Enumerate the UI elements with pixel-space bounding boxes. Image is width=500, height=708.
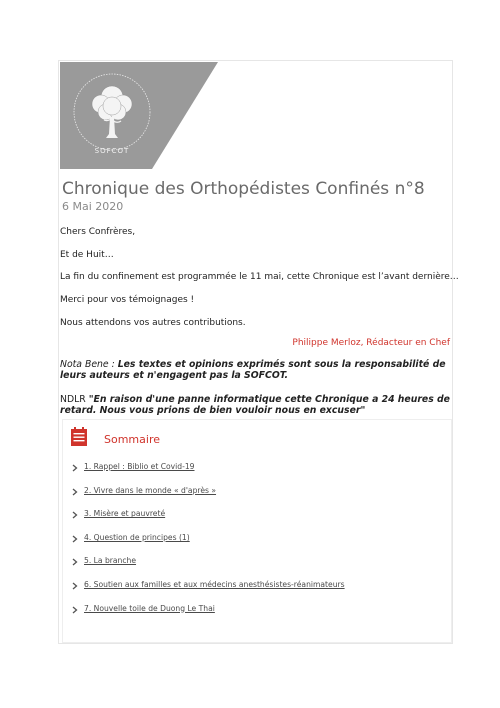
newsletter-card xyxy=(58,60,459,644)
toc-link-7[interactable]: 7. Nouvelle toile de Duong Le Thai xyxy=(84,603,215,613)
nota-bene-label: Nota Bene : xyxy=(60,359,118,370)
toc-link-2[interactable]: 2. Vivre dans le monde « d'après » xyxy=(84,485,217,495)
chevron-right-icon xyxy=(71,464,79,472)
toc-link-6[interactable]: 6. Soutien aux familles et aux médecins anesthésistes-réanimateurs xyxy=(84,579,345,589)
intro-line: Et de Huit… xyxy=(60,250,114,260)
sommaire-title: Sommaire xyxy=(104,433,160,446)
chevron-right-icon xyxy=(71,558,79,566)
publication-date: 6 Mai 2020 xyxy=(62,200,124,213)
sommaire-box xyxy=(62,419,452,643)
chevron-right-icon xyxy=(71,535,79,543)
toc-link-4[interactable]: 4. Question de principes (1) xyxy=(84,532,190,542)
nota-bene-text: Les textes et opinions exprimés sont sous la responsabilité de leurs auteurs et n'engagent pas la SOFCOT. xyxy=(60,359,446,381)
chevron-right-icon xyxy=(71,488,79,496)
chevron-right-icon xyxy=(71,606,79,614)
greeting-text: Chers Confrères, xyxy=(60,227,136,237)
ndlr-label: NDLR xyxy=(60,394,89,405)
list-icon xyxy=(70,427,88,447)
logo-text: SOFCOT xyxy=(94,147,130,155)
toc-link-3[interactable]: 3. Misère et pauvreté xyxy=(84,509,166,519)
page-title: Chronique des Orthopédistes Confinés n°8 xyxy=(62,179,425,199)
editor-signature: Philippe Merloz, Rédacteur en Chef xyxy=(292,338,450,348)
confinement-text: La fin du confinement est programmée le 11 mai, cette Chronique est l’avant dernière… xyxy=(60,272,459,282)
thanks-text: Merci pour vos témoignages ! xyxy=(60,295,195,305)
toc-link-5[interactable]: 5. La branche xyxy=(84,556,137,566)
chevron-right-icon xyxy=(71,582,79,590)
chevron-right-icon xyxy=(71,511,79,519)
nota-bene xyxy=(60,359,450,381)
contributions-text: Nous attendons vos autres contributions. xyxy=(60,318,246,328)
ndlr-note xyxy=(60,394,450,416)
ndlr-text: "En raison d'une panne informatique cette Chronique a 24 heures de retard. Nous vous prions de bien vouloir nous en excuser" xyxy=(60,394,450,416)
sofcot-logo xyxy=(60,62,218,169)
toc-link-1[interactable]: 1. Rappel : Biblio et Covid-19 xyxy=(84,462,195,471)
